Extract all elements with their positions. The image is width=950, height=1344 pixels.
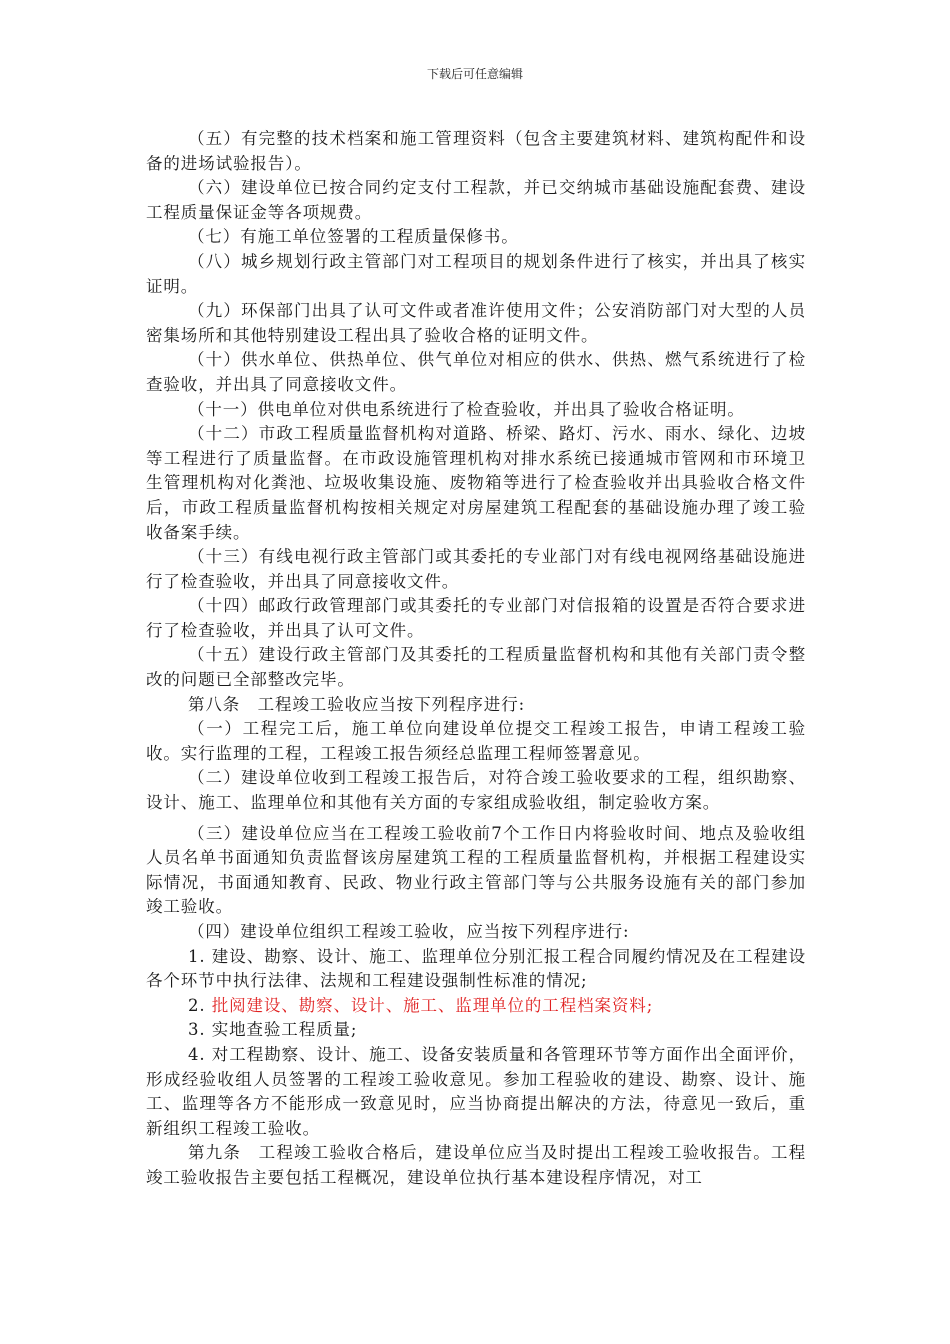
procedure-step-1: （一）工程完工后，施工单位向建设单位提交工程竣工报告，申请工程竣工验收。实行监理的工程，工程竣工报告须经总监理工程师签署意见。 <box>146 719 806 763</box>
sub-step-3: 3. 实地查验工程质量; <box>188 1020 358 1040</box>
sub-step-2-text: 批阅建设、勘察、设计、施工、监理单位的工程档案资料; <box>211 995 654 1015</box>
sub-step-1: 1. 建设、勘察、设计、施工、监理单位分别汇报工程合同履约情况及在工程建设各个环节中执行法律、法规和工程建设强制性标准的情况; <box>146 946 806 991</box>
procedure-step-4: （四）建设单位组织工程竣工验收，应当按下列程序进行: <box>188 922 630 941</box>
paragraph-item-9: （九）环保部门出具了认可文件或者准许使用文件；公安消防部门对大型的人员密集场所和其他特别建设工程出具了验收合格的证明文件。 <box>146 301 806 345</box>
paragraph-item-14: （十四）邮政行政管理部门或其委托的专业部门对信报箱的设置是否符合要求进行了检查验收，并出具了认可文件。 <box>146 596 806 640</box>
paragraph-item-11: （十一）供电单位对供电系统进行了检查验收，并出具了验收合格证明。 <box>188 399 745 419</box>
paragraph-item-15: （十五）建设行政主管部门及其委托的工程质量监督机构和其他有关部门责令整改的问题已全部整改完毕。 <box>146 645 806 690</box>
article-8-heading: 第八条 工程竣工验收应当按下列程序进行: <box>188 694 526 714</box>
paragraph-item-5: （五）有完整的技术档案和施工管理资料（包含主要建筑材料、建筑构配件和设备的进场试验报告）。 <box>146 129 806 173</box>
paragraph-item-8: （八）城乡规划行政主管部门对工程项目的规划条件进行了核实，并出具了核实证明。 <box>146 251 806 296</box>
sub-step-4: 4. 对工程勘察、设计、施工、设备安装质量和各管理环节等方面作出全面评价，形成经验收组人员签署的工程竣工验收意见。参加工程验收的建设、勘察、设计、施工、监理等各方不能形成一致意见时，应当协商提出解决的方法，待意见一致后，重新组织工程竣工验收。 <box>146 1044 806 1138</box>
document-body <box>146 127 806 1191</box>
paragraph-item-13: （十三）有线电视行政主管部门或其委托的专业部门对有线电视网络基础设施进行了检查验收，并出具了同意接收文件。 <box>146 547 806 591</box>
article-9-paragraph: 第九条 工程竣工验收合格后，建设单位应当及时提出工程竣工验收报告。工程竣工验收报告主要包括工程概况，建设单位执行基本建设程序情况，对工 <box>146 1143 806 1187</box>
sub-step-2-number: 2. <box>188 995 212 1015</box>
procedure-step-2: （二）建设单位收到工程竣工报告后，对符合竣工验收要求的工程，组织勘察、设计、施工、监理单位和其他有关方面的专家组成验收组，制定验收方案。 <box>146 768 806 813</box>
page-header: 下载后可任意编辑 <box>426 67 523 81</box>
paragraph-item-12: （十二）市政工程质量监督机构对道路、桥梁、路灯、污水、雨水、绿化、边坡等工程进行了质量监督。在市政设施管理机构对排水系统已接通城市管网和市环境卫生管理机构对化粪池、垃圾收集设施、废物箱等进行了检查验收并出具验收合格文件后，市政工程质量监督机构按相关规定对房屋建筑工程配套的基础设施办理了竣工验收备案手续。 <box>146 424 806 542</box>
paragraph-item-10: （十）供水单位、供热单位、供气单位对相应的供水、供热、燃气系统进行了检查验收，并出具了同意接收文件。 <box>146 350 806 394</box>
paragraph-item-6: （六）建设单位已按合同约定支付工程款，并已交纳城市基础设施配套费、建设工程质量保证金等各项规费。 <box>146 178 806 222</box>
sub-step-2-highlighted <box>146 994 806 1019</box>
paragraph-item-7: （七）有施工单位签署的工程质量保修书。 <box>188 227 519 247</box>
procedure-step-3: （三）建设单位应当在工程竣工验收前7个工作日内将验收时间、地点及验收组人员名单书面通知负责监督该房屋建筑工程的工程质量监督机构，并根据工程建设实际情况，书面通知教育、民政、物业行政主管部门等与公共服务设施有关的部门参加竣工验收。 <box>146 823 806 917</box>
